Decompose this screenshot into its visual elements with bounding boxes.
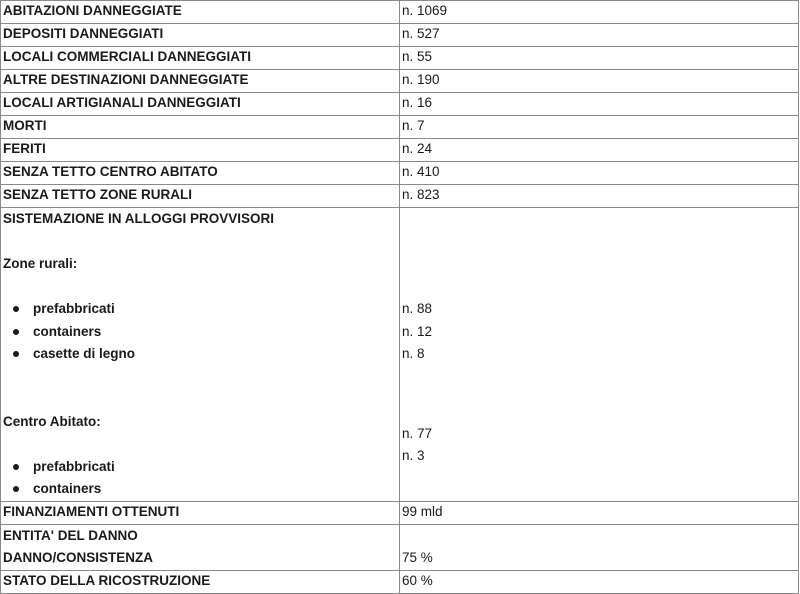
sistemazione-label-cell bbox=[1, 208, 400, 502]
row-value: n. 1069 bbox=[400, 1, 799, 24]
row-value: n. 823 bbox=[400, 185, 799, 208]
row-label: MORTI bbox=[1, 116, 400, 139]
row-label: ABITAZIONI DANNEGGIATE bbox=[1, 1, 400, 24]
row-label: DEPOSITI DANNEGGIATI bbox=[1, 24, 400, 47]
row-value: n. 16 bbox=[400, 93, 799, 116]
table-row bbox=[1, 570, 799, 593]
table-row bbox=[1, 139, 799, 162]
table-row bbox=[1, 1, 799, 24]
row-label: LOCALI ARTIGIANALI DANNEGGIATI bbox=[1, 93, 400, 116]
entita-value-cell bbox=[400, 524, 799, 570]
table-row bbox=[1, 93, 799, 116]
row-label: SENZA TETTO CENTRO ABITATO bbox=[1, 162, 400, 185]
list-item: containers bbox=[3, 478, 397, 501]
table-row bbox=[1, 501, 799, 524]
list-item: prefabbricati bbox=[3, 298, 397, 321]
list-item: prefabbricati bbox=[3, 456, 397, 479]
sistemazione-value-cell bbox=[400, 208, 799, 502]
bullet-icon bbox=[13, 464, 19, 470]
centro-abitato-value: n. 77 bbox=[402, 425, 433, 441]
bullet-icon bbox=[13, 329, 19, 335]
entita-label-line2: DANNO/CONSISTENZA bbox=[3, 550, 154, 565]
table-row bbox=[1, 116, 799, 139]
table-row bbox=[1, 24, 799, 47]
row-value: n. 24 bbox=[400, 139, 799, 162]
table-row bbox=[1, 47, 799, 70]
sistemazione-row bbox=[1, 208, 799, 502]
row-value: n. 55 bbox=[400, 47, 799, 70]
finanziamenti-label: FINANZIAMENTI OTTENUTI bbox=[1, 501, 400, 524]
bullet-icon bbox=[13, 306, 19, 312]
table-row bbox=[1, 185, 799, 208]
centro-abitato-heading: Centro Abitato: bbox=[3, 413, 101, 429]
bullet-icon bbox=[13, 351, 19, 357]
stato-value: 60 % bbox=[400, 570, 799, 593]
zone-rurali-value: n. 12 bbox=[402, 323, 433, 339]
bullet-icon bbox=[13, 486, 19, 492]
row-value: n. 410 bbox=[400, 162, 799, 185]
list-item: containers bbox=[3, 321, 397, 344]
row-label: LOCALI COMMERCIALI DANNEGGIATI bbox=[1, 47, 400, 70]
table-row bbox=[1, 162, 799, 185]
centro-abitato-value: n. 3 bbox=[402, 448, 425, 463]
row-label: SENZA TETTO ZONE RURALI bbox=[1, 185, 400, 208]
list-item: casette di legno bbox=[3, 343, 397, 366]
entita-label-cell bbox=[1, 524, 400, 570]
row-label: FERITI bbox=[1, 139, 400, 162]
finanziamenti-value: 99 mld bbox=[400, 501, 799, 524]
zone-rurali-value: n. 8 bbox=[402, 346, 425, 361]
row-value: n. 7 bbox=[400, 116, 799, 139]
entita-value: 75 % bbox=[402, 550, 433, 565]
zone-rurali-heading: Zone rurali: bbox=[3, 256, 78, 271]
zone-rurali-value: n. 88 bbox=[402, 301, 433, 316]
row-value: n. 527 bbox=[400, 24, 799, 47]
entita-label-line1: ENTITA' DEL DANNO bbox=[3, 527, 138, 543]
row-label: ALTRE DESTINAZIONI DANNEGGIATE bbox=[1, 70, 400, 93]
stato-label: STATO DELLA RICOSTRUZIONE bbox=[1, 570, 400, 593]
row-value: n. 190 bbox=[400, 70, 799, 93]
entita-row bbox=[1, 524, 799, 570]
table-row bbox=[1, 70, 799, 93]
sistemazione-title: SISTEMAZIONE IN ALLOGGI PROVVISORI bbox=[3, 211, 275, 226]
